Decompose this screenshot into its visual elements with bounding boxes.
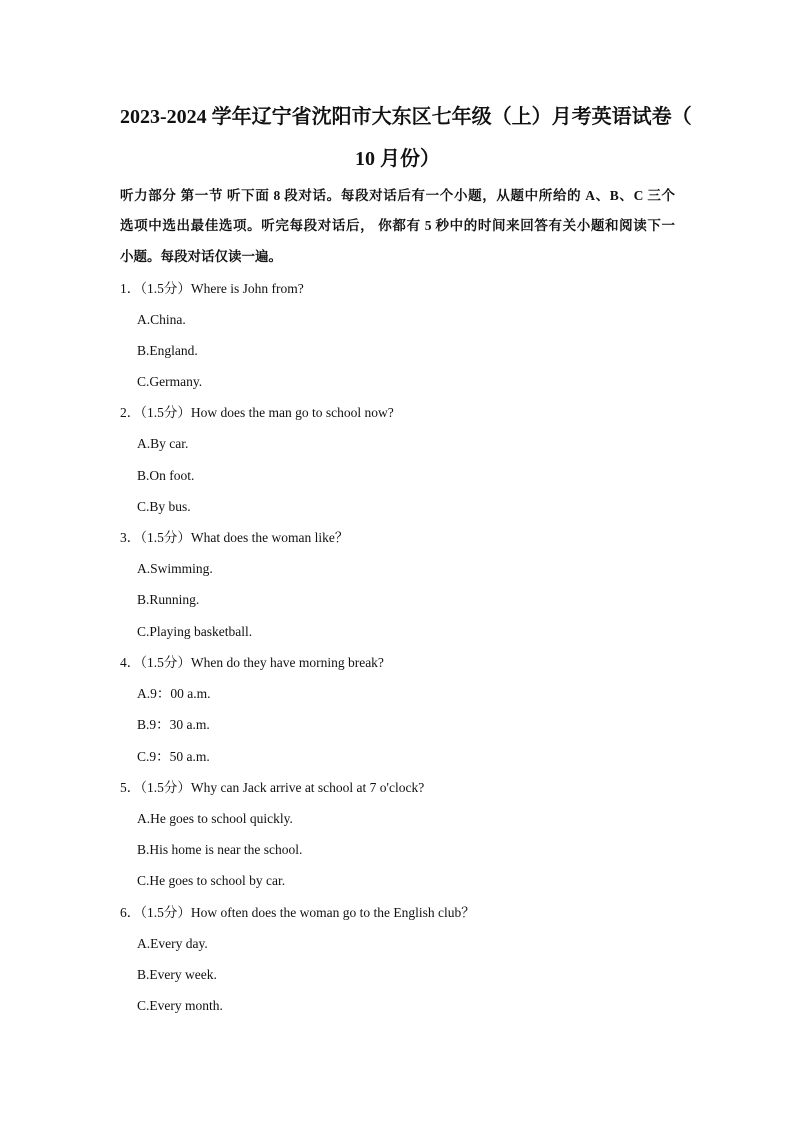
answer-option: A.Every day. [137, 936, 208, 951]
answer-option: C.Playing basketball. [137, 624, 253, 639]
answer-option: C.9：50 a.m. [137, 749, 210, 764]
answer-option: A.He goes to school quickly. [137, 811, 293, 826]
answer-option: A.9：00 a.m. [137, 686, 211, 701]
document-title-line-2: 10 月份） [355, 148, 440, 170]
question-stem: 2．（1.5分）How does the man go to school now? [120, 405, 394, 420]
answer-option: B.On foot. [137, 468, 195, 483]
listening-instructions-line-2: 选项中选出最佳选项。听完每段对话后， 你都有 5 秒中的时间来回答有关小题和阅读下一 [120, 218, 675, 233]
document-title-line-1: 2023-2024 学年辽宁省沈阳市大东区七年级（上）月考英语试卷（ [120, 106, 692, 128]
answer-option: A.China. [137, 312, 186, 327]
answer-option: C.By bus. [137, 499, 191, 514]
question-stem: 5．（1.5分）Why can Jack arrive at school at 7 o'clock? [120, 780, 425, 795]
question-stem: 4．（1.5分）When do they have morning break? [120, 655, 384, 670]
question-stem: 3．（1.5分）What does the woman like？ [120, 530, 349, 545]
answer-option: B.Every week. [137, 967, 217, 982]
answer-option: B.England. [137, 343, 198, 358]
listening-instructions-line-1: 听力部分 第一节 听下面 8 段对话。每段对话后有一个小题，从题中所给的 A、B、C 三个 [120, 188, 675, 203]
answer-option: C.Every month. [137, 998, 223, 1013]
answer-option: A.Swimming. [137, 561, 213, 576]
answer-option: A.By car. [137, 436, 189, 451]
answer-option: C.He goes to school by car. [137, 873, 286, 888]
answer-option: B.9：30 a.m. [137, 717, 210, 732]
answer-option: C.Germany. [137, 374, 203, 389]
answer-option: B.Running. [137, 592, 200, 607]
listening-instructions-line-3: 小题。每段对话仅读一遍。 [120, 249, 282, 264]
question-stem: 6．（1.5分）How often does the woman go to the English club？ [120, 905, 475, 920]
answer-option: B.His home is near the school. [137, 842, 303, 857]
question-stem: 1．（1.5分）Where is John from? [120, 281, 304, 296]
